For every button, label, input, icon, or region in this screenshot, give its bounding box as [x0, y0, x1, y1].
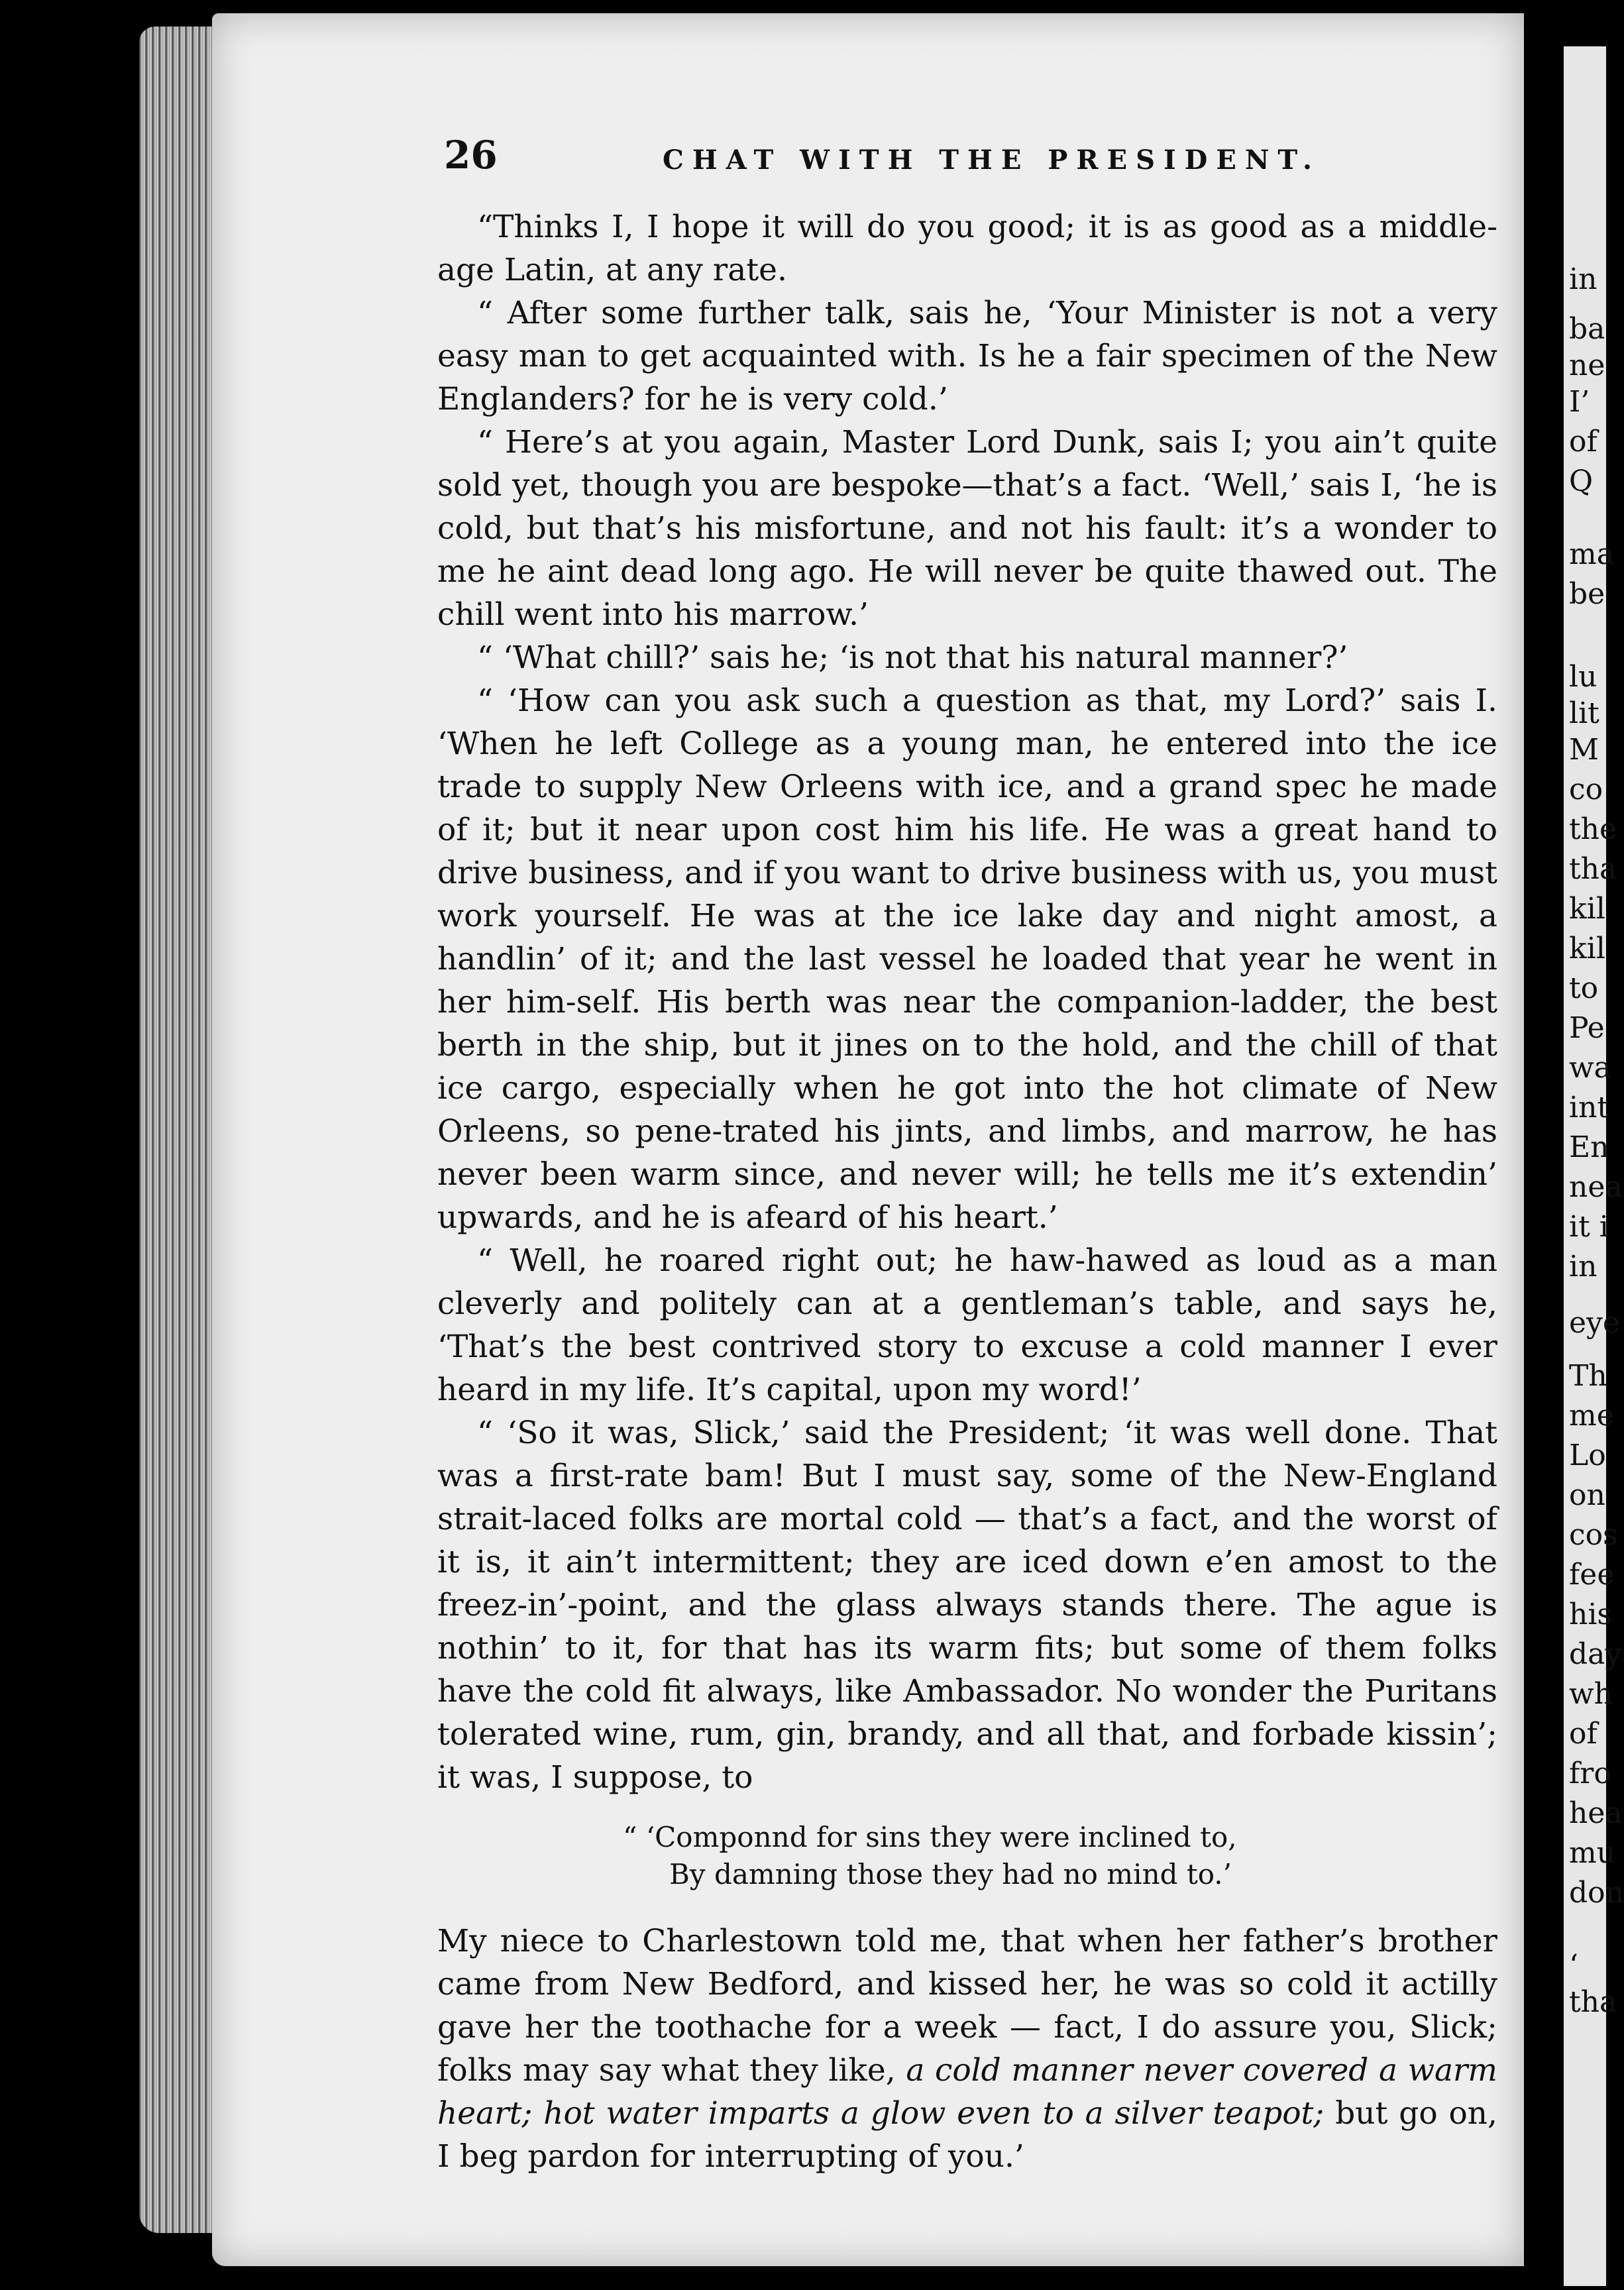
next-page-fragment: wa [1569, 1051, 1611, 1085]
verse-line: By damning those they had no mind to.’ [669, 1858, 1232, 1890]
paragraph: “ After some further talk, sais he, ‘Your Minister is not a very easy man to get acquainted with. Is he a fair specimen of the New Englanders? for he is very cold.’ [437, 295, 1497, 417]
paragraph: “Thinks I, I hope it will do you good; it is as good as a middle-age Latin, at any rate. [437, 209, 1497, 288]
page-number: 26 [444, 133, 498, 178]
next-page-fragment: nea [1569, 1170, 1623, 1204]
next-page-fragment: day [1569, 1637, 1622, 1671]
next-page-fragment: ma [1569, 537, 1614, 571]
next-page-fragment: Lo [1569, 1439, 1606, 1472]
next-page-sliver [1564, 46, 1624, 2286]
next-page-fragment: it i [1569, 1210, 1609, 1244]
next-page-fragment: tha [1569, 852, 1617, 886]
next-page-fragment: ne [1569, 349, 1605, 382]
next-page-fragment: don [1569, 1876, 1624, 1910]
next-page-fragment: in [1569, 1250, 1597, 1283]
paragraph: “ ‘What chill?’ sais he; ‘is not that his natural manner?’ [477, 639, 1348, 676]
verse-quote [623, 1819, 1497, 1893]
next-page-fragment: of [1569, 1717, 1597, 1751]
final-paragraph-italic: a cold manner never covered a warm heart; hot water imparts a glow even to a silver teapot; [437, 2052, 1498, 2132]
paragraph: “ Well, he roared right out; he haw-hawed as loud as a man cleverly and politely can at a gentleman’s table, and says he, ‘That’s the best contrived story to excuse a cold manner I ever heard in my life. It’s capital, upon my word!’ [437, 1242, 1497, 1408]
next-page-fragment: kil [1569, 892, 1605, 926]
next-page-fragment: Th [1569, 1359, 1607, 1393]
final-paragraph [437, 1920, 1497, 2178]
next-page-fragment: the [1569, 812, 1617, 846]
next-page-fragment: be [1569, 577, 1605, 611]
next-page-fragment: me [1569, 1399, 1614, 1433]
next-page-fragment: fro [1569, 1757, 1611, 1790]
next-page-fragment: lit [1569, 696, 1599, 730]
next-page-fragment: co [1569, 773, 1603, 806]
next-page-fragment: wh [1569, 1677, 1613, 1711]
next-page-fragment: Pe [1569, 1011, 1605, 1045]
next-page-fragment: Q [1569, 464, 1594, 498]
verse-line: “ ‘Componnd for sins they were inclined to, [623, 1821, 1237, 1853]
next-page-fragment: to [1569, 971, 1599, 1005]
book-gutter [1524, 0, 1564, 2290]
paragraph: “ ‘How can you ask such a question as that, my Lord?’ sais I. ‘When he left College as a young man, he entered into the ice trade to supply New Orleens with ice, and a grand spec he made of it; but it near upon cost him his life. He was a great hand to drive business, and if you want to drive business with us, you must work yourself. He was at the ice lake day and night amost, a handlin’ of it; and the last vessel he loaded that year he went in her him-self. His berth was near the companion-ladder, the best berth in the ship, but it jines on to the hold, and the chill of that ice cargo, especially when he got into the hot climate of New Orleens, so pene-trated his jints, and limbs, and marrow, he has never been warm since, and never will; he tells me it’s extendin’ upwards, and he is afeard of his heart.’ [437, 682, 1497, 1236]
left-dark-margin [0, 0, 139, 2290]
next-page-fragment: mu [1569, 1836, 1616, 1870]
next-page-fragment: En [1569, 1130, 1609, 1164]
body-text [437, 205, 1497, 2178]
next-page-fragment: in [1569, 262, 1597, 296]
next-page-fragment: ba [1569, 312, 1605, 346]
next-page-fragment: his [1569, 1598, 1612, 1631]
final-paragraph-end: but go on, I beg pardon for interrupting of you.’ [437, 2095, 1498, 2175]
paragraph: “ Here’s at you again, Master Lord Dunk, sais I; you ain’t quite sold yet, though you are bespoke—that’s a fact. ‘Well,’ sais I, ‘he is cold, but that’s his misfortune, and not his fault: it’s a wonder to me he aint dead long ago. He will never be quite thawed out. The chill went into his marrow.’ [437, 424, 1497, 633]
next-page-fragment: lu [1569, 660, 1597, 694]
next-page-fragment: on [1569, 1478, 1605, 1512]
next-page-fragment: hea [1569, 1796, 1623, 1830]
next-page-fragment: tha [1569, 1985, 1617, 2019]
paragraph: “ ‘So it was, Slick,’ said the President; ‘it was well done. That was a first-rate bam! But I must say, some of the New-England strait-laced folks are mortal cold — that’s a fact, and the worst of it is, it ain’t intermittent; they are iced down e’en amost to the freez-in’-point, and the glass always stands there. The ague is nothin’ to it, for that has its warm fits; but some of them folks have the cold fit always, like Ambassador. No wonder the Puritans tolerated wine, rum, gin, brandy, and all that, and forbade kissin’; it was, I suppose, to [437, 1415, 1497, 1796]
next-page-fragment: eye [1569, 1306, 1620, 1340]
next-page-fragment: M [1569, 733, 1599, 767]
running-head: CHAT WITH THE PRESIDENT. [663, 144, 1321, 176]
next-page-fragment: fee [1569, 1558, 1615, 1592]
next-page-fragment: cos [1569, 1518, 1618, 1552]
final-paragraph-start: My niece to Charlestown told me, that when her father’s brother came from New Bedford, and kissed her, he was so cold it actilly gave her the toothache for a week — fact, I do assure you, Slick; folks may say what they like, [437, 1923, 1497, 2089]
next-page-fragment: int [1569, 1091, 1609, 1124]
next-page-fragment: I’ [1569, 385, 1590, 419]
next-page-fragment: ‘ [1569, 1949, 1578, 1983]
next-page-fragment: kil [1569, 932, 1605, 965]
next-page-fragment: of [1569, 425, 1597, 459]
